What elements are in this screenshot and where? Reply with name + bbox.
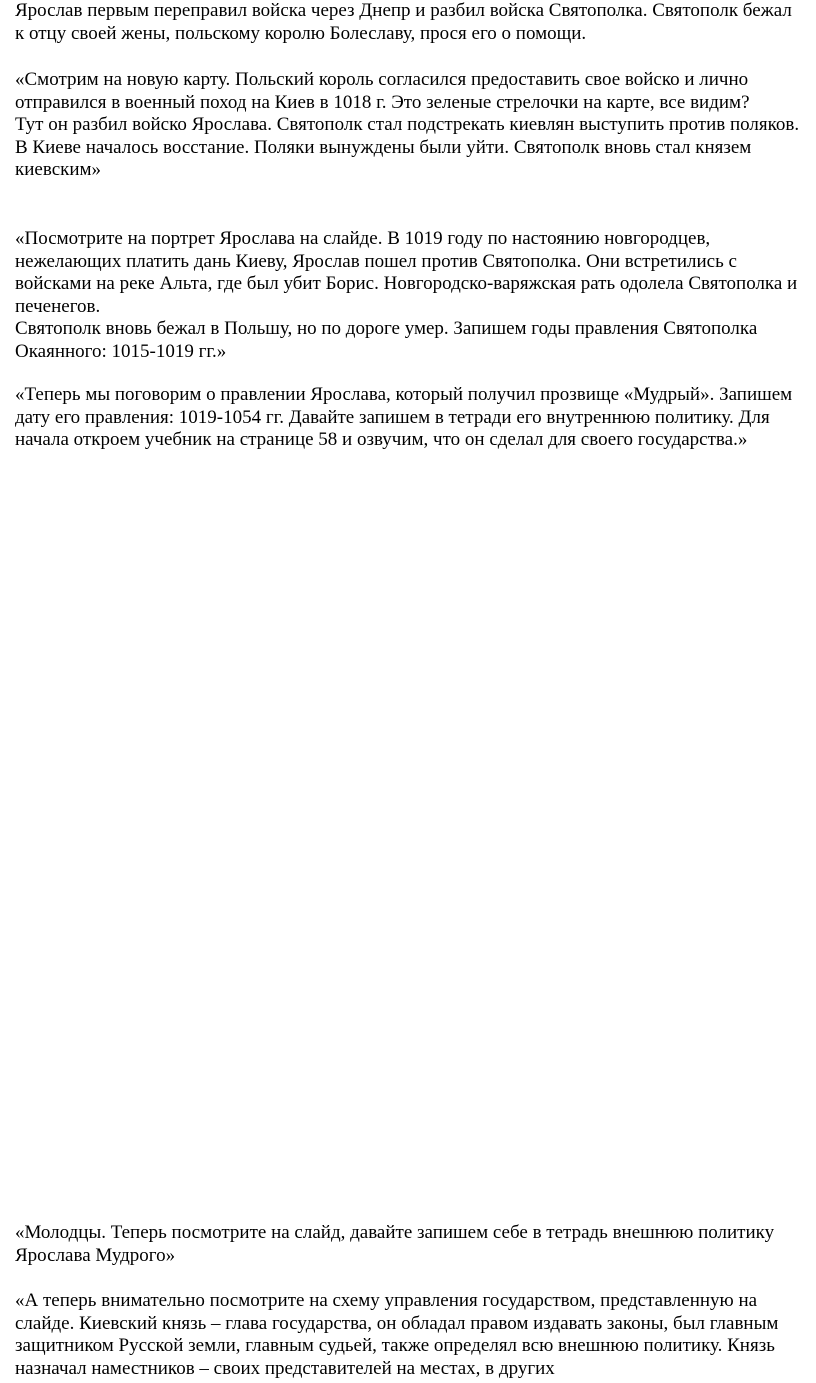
- paragraph-line: «Смотрим на новую карту. Польский король согласился предоставить свое войско и лично отправился в военный поход на Киев в 1018 г. Это зеленые стрелочки на карте, все видим?: [15, 69, 750, 113]
- paragraph-line: Святополк вновь бежал в Польшу, но по дороге умер. Запишем годы правления Святополка Окаянного: 1015-1019 гг.»: [15, 318, 758, 362]
- paragraph-line: «Молодцы. Теперь посмотрите на слайд, давайте запишем себе в тетрадь внешнюю политику Ярослава Мудрого»: [15, 1222, 775, 1266]
- paragraph-line: «Теперь мы поговорим о правлении Ярослава, который получил прозвище «Мудрый». Запишем дату его правления: 1019-1054 гг. Давайте запишем в тетради его внутреннюю политику. Для начала откроем учебник на странице 58 и озвучим, что он сделал для своего государства.»: [15, 384, 793, 450]
- paragraph-line: «А теперь внимательно посмотрите на схему управления государством, представленную на слайде. Киевский князь – глава государства, он обладал правом издавать законы, был главным защитником Русской земли, главным судьей, также определял всю внешнюю политику. Князь назначал наместников – своих представителей на местах, в других: [15, 1290, 779, 1379]
- paragraph-new-map: [15, 69, 805, 182]
- paragraph-yaroslav-crossed-dnieper: [15, 0, 805, 45]
- paragraph-line: Тут он разбил войско Ярослава. Святополк стал подстрекать киевлян выступить против поляков. В Киеве началось восстание. Поляки вынуждены были уйти. Святополк вновь стал князем киевским»: [15, 114, 800, 180]
- paragraph-line: Ярослав первым переправил войска через Днепр и разбил войска Святополка. Святополк бежал к отцу своей жены, польскому королю Болеславу, прося его о помощи.: [15, 0, 792, 44]
- paragraph-line: «Посмотрите на портрет Ярослава на слайде. В 1019 году по настоянию новгородцев, нежелающих платить дань Киеву, Ярослав пошел против Святополка. Они встретились с войсками на реке Альта, где был убит Борис. Новгородско-варяжская рать одолела Святополка и печенегов.: [15, 228, 798, 317]
- paragraph-governance-scheme: [15, 1290, 805, 1380]
- paragraph-yaroslav-reign: [15, 384, 805, 452]
- paragraph-foreign-policy: [15, 1222, 805, 1267]
- paragraph-yaroslav-portrait: [15, 228, 805, 363]
